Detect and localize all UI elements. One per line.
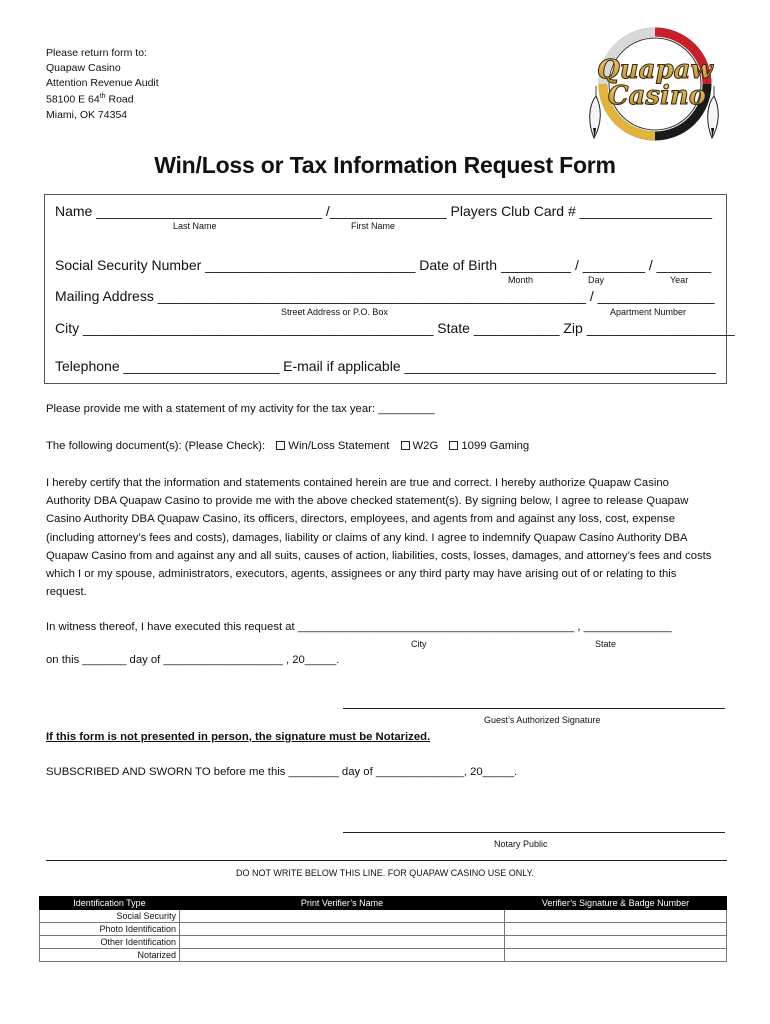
- table-row: [40, 910, 727, 923]
- table-row: [40, 949, 727, 962]
- notary-public-caption: Notary Public: [494, 839, 548, 849]
- id-type-cell: Notarized: [40, 949, 180, 962]
- return-address-line: Attention Revenue Audit: [46, 76, 159, 89]
- year-caption: Year: [670, 275, 689, 285]
- witness-city-caption: City: [411, 639, 427, 649]
- 1099-gaming-label: 1099 Gaming: [461, 440, 530, 452]
- apartment-caption: Apartment Number: [610, 307, 687, 317]
- win-loss-label: Win/Loss Statement: [288, 440, 390, 452]
- identification-table: [39, 896, 727, 962]
- verifier-name-header: Print Verifier’s Name: [180, 897, 505, 910]
- ssn-dob-field-row[interactable]: Social Security Number ___________________________ Date of Birth _________ / ________ / _______: [55, 257, 712, 273]
- verifier-signature-cell[interactable]: [505, 923, 727, 936]
- certification-line: which I or my spouse, administrators, executors, agents, assignees or any third party may have arising out of or relating to this: [46, 568, 677, 581]
- return-address-line: Quapaw Casino: [46, 61, 121, 74]
- name-field-row[interactable]: Name _____________________________ /_______________ Players Club Card # _________________: [55, 203, 713, 219]
- w2g-checkbox[interactable]: [401, 441, 410, 450]
- logo-word-quapaw: Quapaw: [597, 55, 713, 85]
- office-use-divider: [46, 860, 727, 861]
- logo-word-casino: Casino: [607, 81, 707, 111]
- 1099-gaming-checkbox[interactable]: [449, 441, 458, 450]
- street-number: 58100 E 64: [46, 93, 100, 106]
- w2g-label: W2G: [412, 440, 439, 452]
- certification-line: Authority DBA Quapaw Casino to provide me with the above checked statement(s). By signing below, I agree to release Quapaw: [46, 495, 689, 508]
- mailing-address-field-row[interactable]: Mailing Address _______________________________________________________ / _______________: [55, 288, 715, 304]
- return-address: [46, 46, 159, 122]
- certification-line: Quapaw Casino from and against any and all suits, causes of action, liabilities, costs, losses, damages, and attorney’s fees and costs: [46, 549, 712, 562]
- verifier-signature-cell[interactable]: [505, 910, 727, 923]
- return-address-line: Please return form to:: [46, 47, 147, 59]
- table-row: [40, 923, 727, 936]
- witness-date-line[interactable]: on this _______ day of ___________________ , 20_____.: [46, 654, 340, 666]
- documents-prefix: The following document(s): (Please Check):: [46, 440, 266, 452]
- win-loss-checkbox[interactable]: [276, 441, 285, 450]
- verifier-signature-cell[interactable]: [505, 936, 727, 949]
- certification-line: (including attorney’s fees and costs), damages, liability or claims of any kind. I agree to indemnify Quapaw Casino Authority DBA: [46, 531, 688, 544]
- day-caption: Day: [588, 275, 605, 285]
- notary-signature-line[interactable]: [343, 832, 725, 833]
- certification-line: request.: [46, 586, 87, 599]
- last-name-caption: Last Name: [173, 221, 217, 231]
- personal-info-box: [44, 194, 735, 384]
- street-suffix: th: [99, 93, 106, 101]
- certification-line: I hereby certify that the information and statements contained herein are true and correct. I hereby authorize Quapaw Casino: [46, 477, 669, 489]
- id-type-cell: Social Security: [40, 910, 180, 923]
- form-title: Win/Loss or Tax Information Request Form: [154, 152, 616, 178]
- sworn-line[interactable]: SUBSCRIBED AND SWORN TO before me this ________ day of ______________, 20_____.: [46, 766, 518, 778]
- certification-paragraph: [46, 474, 736, 601]
- guest-signature-caption: Guest’s Authorized Signature: [484, 715, 601, 725]
- witness-location-line[interactable]: In witness thereof, I have executed this request at ____________________________________________ , ______________: [46, 621, 672, 633]
- notary-warning: If this form is not presented in person, the signature must be Notarized.: [46, 731, 431, 743]
- identification-type-header: Identification Type: [40, 897, 180, 910]
- quapaw-casino-logo: [580, 24, 730, 144]
- documents-line: [46, 440, 529, 452]
- id-type-cell: Other Identification: [40, 936, 180, 949]
- certification-line: Casino Authority DBA Quapaw Casino, its officers, directors, employees, and agents from and against any loss, cost, expense: [46, 513, 675, 526]
- return-address-line: Miami, OK 74354: [46, 108, 128, 121]
- verifier-signature-cell[interactable]: [505, 949, 727, 962]
- table-header-row: [40, 897, 727, 910]
- verifier-signature-header: Verifier’s Signature & Badge Number: [505, 897, 727, 910]
- witness-state-caption: State: [595, 639, 617, 649]
- street-caption: Street Address or P.O. Box: [281, 307, 388, 317]
- street-name: Road: [105, 93, 134, 106]
- verifier-name-cell[interactable]: [180, 949, 505, 962]
- month-caption: Month: [508, 275, 534, 285]
- phone-email-field-row[interactable]: Telephone ____________________ E-mail if applicable ________________________________________: [55, 358, 716, 374]
- verifier-name-cell[interactable]: [180, 936, 505, 949]
- city-state-zip-field-row[interactable]: City _____________________________________________ State ___________ Zip ___________________: [55, 320, 735, 336]
- tax-year-line[interactable]: Please provide me with a statement of my activity for the tax year: _________: [46, 403, 435, 415]
- first-name-caption: First Name: [351, 221, 396, 231]
- office-use-notice: DO NOT WRITE BELOW THIS LINE. FOR QUAPAW CASINO USE ONLY.: [236, 868, 534, 878]
- table-row: [40, 936, 727, 949]
- id-type-cell: Photo Identification: [40, 923, 180, 936]
- return-address-line: [46, 90, 159, 107]
- verifier-name-cell[interactable]: [180, 910, 505, 923]
- guest-signature-line[interactable]: [343, 708, 725, 709]
- verifier-name-cell[interactable]: [180, 923, 505, 936]
